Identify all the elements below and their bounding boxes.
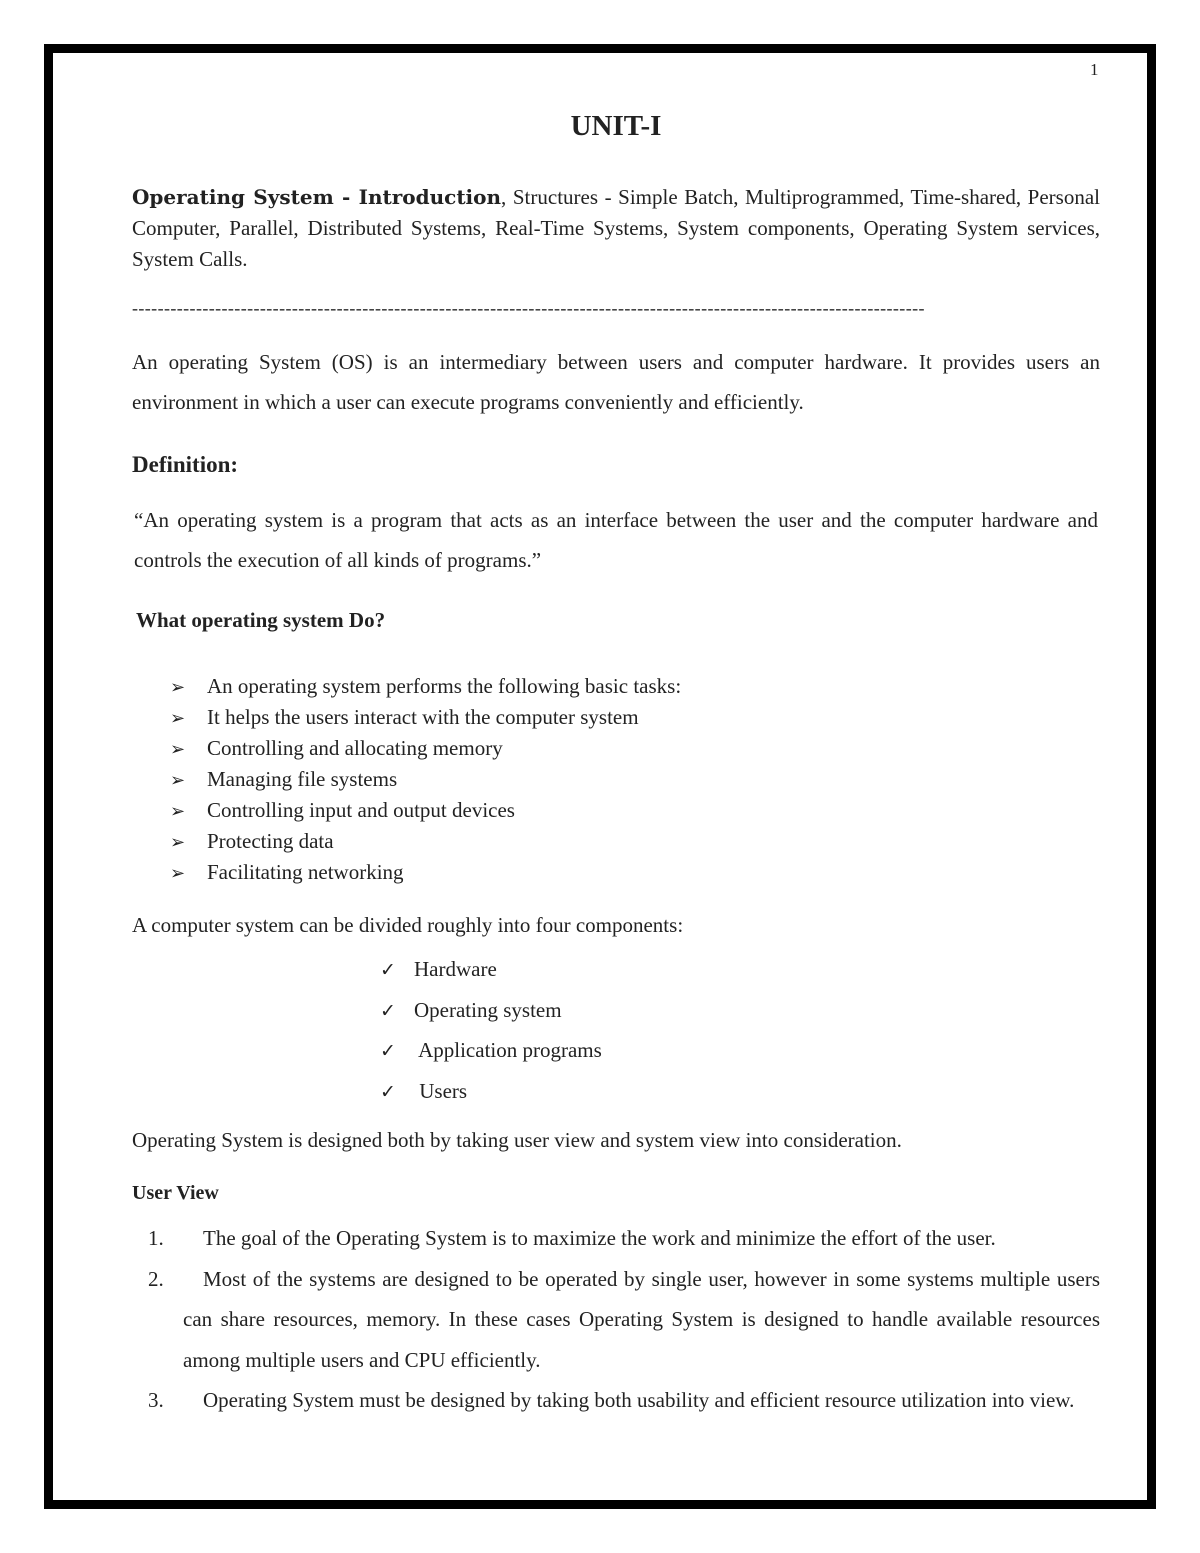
list-item: ➢ Protecting data xyxy=(170,826,681,857)
list-item: ➢ Facilitating networking xyxy=(170,857,681,888)
os-tasks-list xyxy=(170,671,681,888)
arrow-bullet-icon: ➢ xyxy=(170,863,186,884)
arrow-bullet-icon: ➢ xyxy=(170,770,186,791)
arrow-bullet-icon: ➢ xyxy=(170,677,186,698)
arrow-bullet-icon: ➢ xyxy=(170,832,186,853)
list-item: ➢ It helps the users interact with the computer system xyxy=(170,702,681,733)
what-os-do-heading: What operating system Do? xyxy=(136,608,386,632)
syllabus-bold-topic: Operating System - Introduction xyxy=(132,185,502,209)
design-sentence: Operating System is designed both by taking user view and system view into consideration. xyxy=(132,1128,902,1152)
unit-syllabus xyxy=(132,182,1100,275)
arrow-bullet-icon: ➢ xyxy=(170,708,186,729)
list-item: ➢ Controlling input and output devices xyxy=(170,795,681,826)
components-list xyxy=(380,949,602,1111)
check-icon: ✓ xyxy=(380,1040,396,1062)
list-item: 3. Operating System must be designed by taking both usability and efficient resource utilization into view. xyxy=(132,1380,1100,1421)
item-number: 1. xyxy=(148,1226,164,1250)
user-view-list xyxy=(132,1218,1100,1421)
os-intro-paragraph: An operating System (OS) is an intermediary between users and computer hardware. It provides users an environment in which a user can execute programs conveniently and efficiently. xyxy=(132,350,1100,414)
list-item: ➢ Managing file systems xyxy=(170,764,681,795)
components-intro: A computer system can be divided roughly into four components: xyxy=(132,913,684,937)
list-item: 2. Most of the systems are designed to be operated by single user, however in some systems multiple users can share resources, memory. In these cases Operating System is designed to handle available resources among multiple users and CPU efficiently. xyxy=(132,1259,1100,1381)
arrow-bullet-icon: ➢ xyxy=(170,739,186,760)
check-icon: ✓ xyxy=(380,999,396,1022)
item-number: 3. xyxy=(148,1388,164,1412)
user-view-heading: User View xyxy=(132,1182,219,1204)
list-item: 1. The goal of the Operating System is to maximize the work and minimize the effort of the user. xyxy=(132,1218,1100,1259)
list-item: ✓ Operating system xyxy=(380,990,602,1031)
check-icon: ✓ xyxy=(380,959,396,981)
list-item: ➢ An operating system performs the following basic tasks: xyxy=(170,671,681,702)
definition-heading: Definition: xyxy=(132,452,239,477)
page-number: 1 xyxy=(1090,60,1099,79)
separator-line: ---------------------------------------------------------------------------------------------------------------------------- xyxy=(132,298,925,318)
check-icon: ✓ xyxy=(380,1080,396,1103)
definition-text: “An operating system is a program that acts as an interface between the user and the computer hardware and controls the execution of all kinds of programs.” xyxy=(134,508,1098,572)
syllabus-topics: , Structures - Simple Batch, Multiprogrammed, Time-shared, Personal Computer, Parallel, Distributed Systems, Real-Time Systems, System components, Operating System services, System Calls. xyxy=(132,185,1101,271)
list-item: ✓ Application programs xyxy=(380,1030,602,1071)
arrow-bullet-icon: ➢ xyxy=(170,801,186,822)
list-item: ➢ Controlling and allocating memory xyxy=(170,733,681,764)
list-item: ✓ Hardware xyxy=(380,949,602,990)
list-item: ✓ Users xyxy=(380,1071,602,1112)
page-title: UNIT-I xyxy=(570,110,662,142)
item-number: 2. xyxy=(148,1266,164,1291)
